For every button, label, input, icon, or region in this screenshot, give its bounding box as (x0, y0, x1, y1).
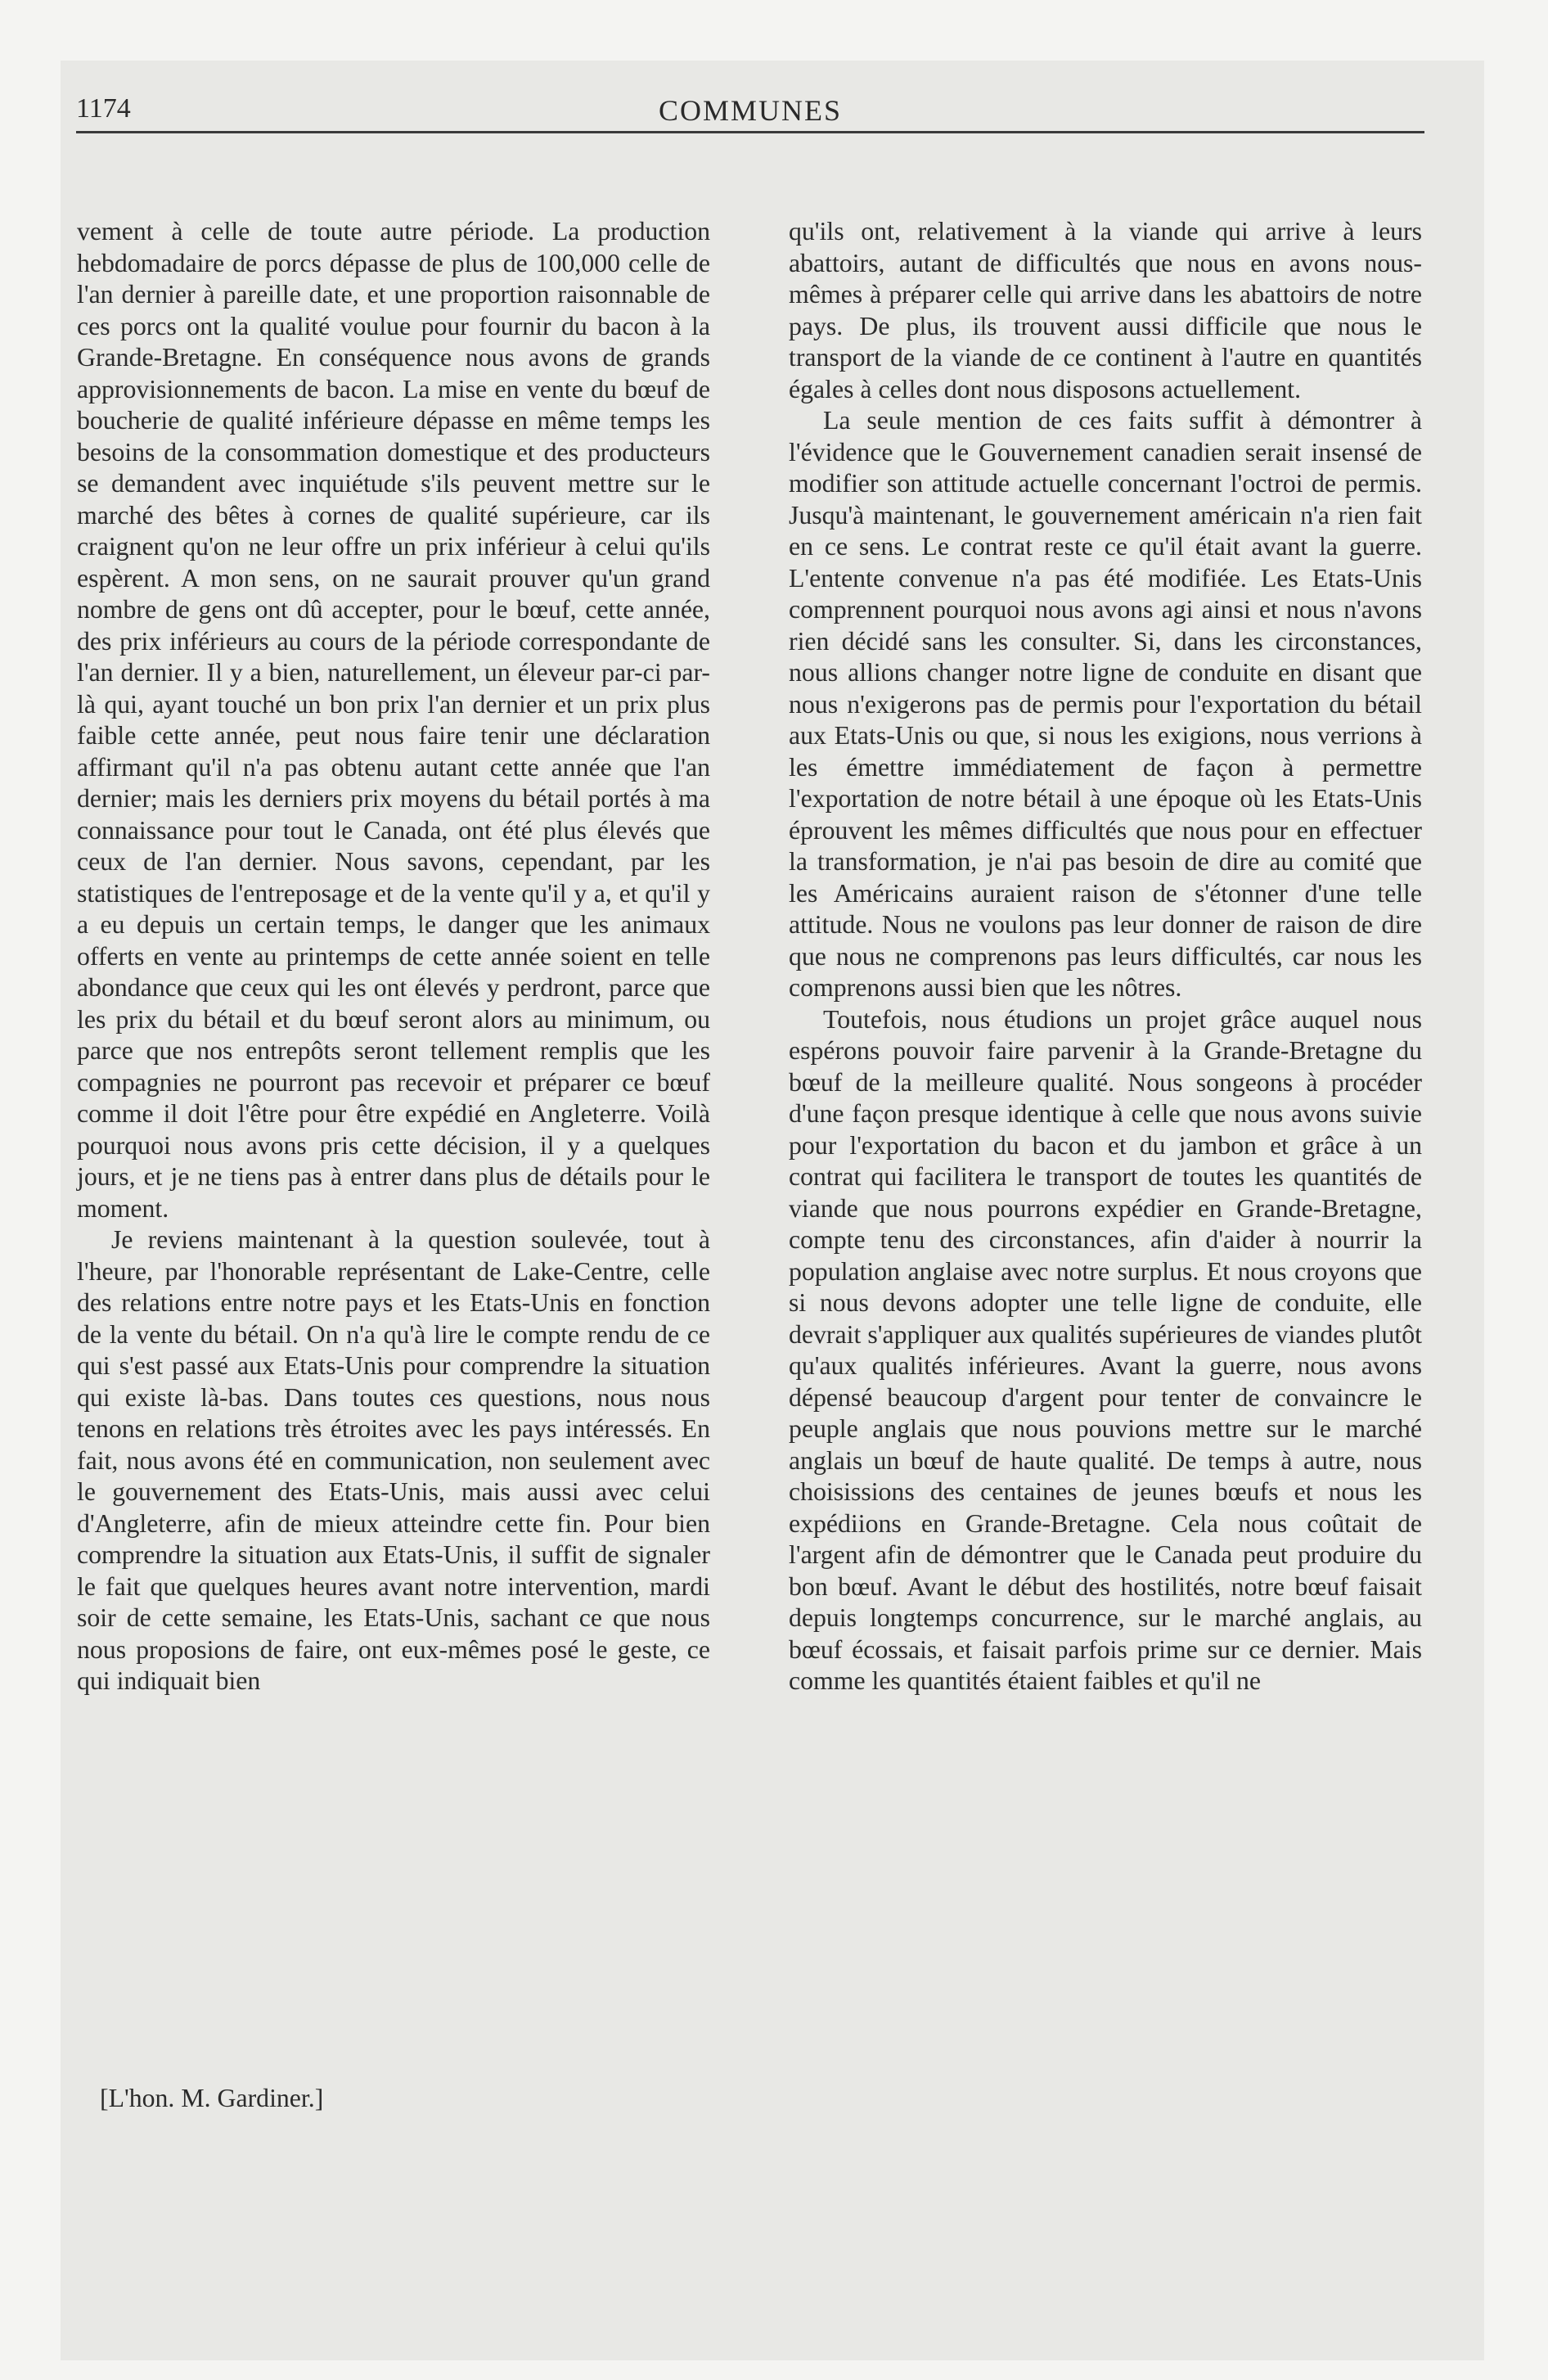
paragraph: La seule mention de ces faits suffit à démontrer à l'évidence que le Gouvernement canadien serait insensé de modifier son attitude actuelle concernant l'octroi de permis. Jusqu'à maintenant, le gouvernement américain n'a rien fait en ce sens. Le contrat reste ce qu'il était avant la guerre. L'entente convenue n'a pas été modifiée. Les Etats-Unis comprennent pourquoi nous avons agi ainsi et nous n'avons rien décidé sans les consulter. Si, dans les circonstances, nous allions changer notre ligne de conduite en disant que nous n'exigerons pas de permis pour l'exportation du bétail aux Etats-Unis ou que, si nous les exigions, nous verrions à les émettre immédiatement de façon à permettre l'exportation de notre bétail à une époque où les Etats-Unis éprouvent les mêmes difficultés que nous pour en effectuer la transformation, je n'ai pas besoin de dire au comité que les Américains auraient raison de s'étonner d'une telle attitude. Nous ne voulons pas leur donner de raison de dire que nous ne comprenons pas leurs difficultés, car nous les comprenons aussi bien que les nôtres. (789, 406, 1422, 1002)
right-column (789, 216, 1422, 1697)
page-number: 1174 (76, 93, 131, 124)
speaker-attribution: [L'hon. M. Gardiner.] (100, 2084, 324, 2112)
paragraph: Je reviens maintenant à la question soulevée, tout à l'heure, par l'honorable représentant de Lake-Centre, celle des relations entre notre pays et les Etats-Unis en fonction de la vente du bétail. On n'a qu'à lire le compte rendu de ce qui s'est passé aux Etats-Unis pour comprendre la situation qui existe là-bas. Dans toutes ces questions, nous nous tenons en relations très étroites avec les pays intéressés. En fait, nous avons été en communication, non seulement avec le gouvernement des Etats-Unis, mais aussi avec celui d'Angleterre, afin de mieux atteindre cette fin. Pour bien comprendre la situation aux Etats-Unis, il suffit de signaler le fait que quelques heures avant notre intervention, mardi soir de cette semaine, les Etats-Unis, sachant ce que nous nous proposions de faire, ont eux-mêmes posé le geste, ce qui indiquait bien (77, 1225, 710, 1695)
paragraph: vement à celle de toute autre période. La production hebdomadaire de porcs dépasse de plus de 100,000 celle de l'an dernier à pareille date, et une proportion raisonnable de ces porcs ont la qualité voulue pour fournir du bacon à la Grande-Bretagne. En conséquence nous avons de grands approvisionnements de bacon. La mise en vente du bœuf de boucherie de qualité inférieure dépasse en même temps les besoins de la consommation domestique et des producteurs se demandent avec inquiétude s'ils peuvent mettre sur le marché des bêtes à cornes de qualité supérieure, car ils craignent qu'on ne leur offre un prix inférieur à celui qu'ils espèrent. A mon sens, on ne saurait prouver qu'un grand nombre de gens ont dû accepter, pour le bœuf, cette année, des prix inférieurs au cours de la période correspondante de l'an dernier. Il y a bien, naturellement, un éleveur par-ci par-là qui, ayant touché un bon prix l'an dernier et un prix plus faible cette année, peut nous faire tenir une déclaration affirmant qu'il n'a pas obtenu autant cette année que l'an dernier; mais les derniers prix moyens du bétail portés à ma connaissance pour tout le Canada, ont été plus élevés que ceux de l'an dernier. Nous savons, cependant, par les statistiques de l'entreposage et de la vente qu'il y a, et qu'il y a eu depuis un certain temps, le danger que les animaux offerts en vente au printemps de cette année soient en telle abondance que ceux qui les ont élevés y perdront, parce que les prix du bétail et du bœuf seront alors au minimum, ou parce que nos entrepôts seront tellement remplis que les compagnies ne pourront pas recevoir et préparer ce bœuf comme il doit l'être pour être expédié en Angleterre. Voilà pourquoi nous avons pris cette décision, il y a quelques jours, et je ne tiens pas à entrer dans plus de détails pour le moment. (77, 217, 710, 1223)
running-head: COMMUNES (658, 94, 843, 127)
paragraph: Toutefois, nous étudions un projet grâce auquel nous espérons pouvoir faire parvenir à la Grande-Bretagne du bœuf de la meilleure qualité. Nous songeons à procéder d'une façon presque identique à celle que nous avons suivie pour l'exportation du bacon et du jambon et grâce à un contrat qui facilitera le transport de toutes les quantités de viande que nous pourrons expédier en Grande-Bretagne, compte tenu des circonstances, afin d'aider à nourrir la population anglaise avec notre surplus. Et nous croyons que si nous devons adopter une telle ligne de conduite, elle devrait s'appliquer aux qualités supérieures de viandes plutôt qu'aux qualités inférieures. Avant la guerre, nous avons dépensé beaucoup d'argent pour tenter de convaincre le peuple anglais que nous pouvions mettre sur le marché anglais un bœuf de haute qualité. De temps à autre, nous choisissions des centaines de jeunes bœufs et nous les expédiions en Grande-Bretagne. Cela nous coûtait de l'argent afin de démontrer que le Canada peut produire du bon bœuf. Avant le début des hostilités, notre bœuf faisait depuis longtemps concurrence, sur le marché anglais, au bœuf écossais, et faisait parfois prime sur ce dernier. Mais comme les quantités étaient faibles et qu'il ne (789, 1004, 1422, 1695)
paragraph: qu'ils ont, relativement à la viande qui arrive à leurs abattoirs, autant de difficultés que nous en avons nous-mêmes à préparer celle qui arrive dans les abattoirs de notre pays. De plus, ils trouvent aussi difficile que nous le transport de la viande de ce continent à l'autre en quantités égales à celles dont nous disposons actuellement. (789, 217, 1422, 403)
page-header (76, 88, 1424, 133)
left-column (77, 216, 710, 1697)
